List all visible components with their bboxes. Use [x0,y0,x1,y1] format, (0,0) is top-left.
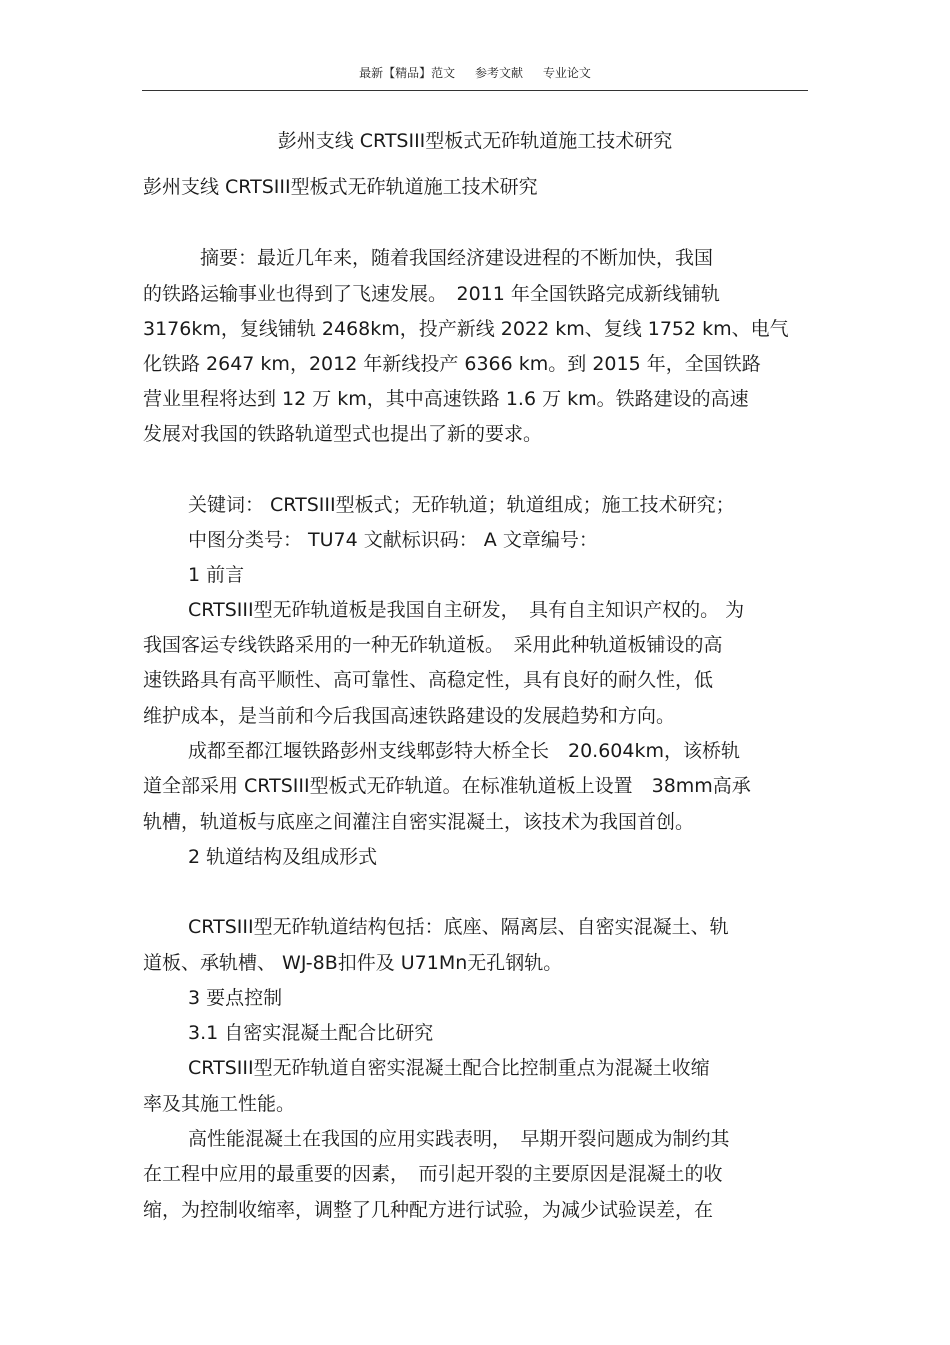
body-line: 我国客运专线铁路采用的一种无砟轨道板。 采用此种轨道板铺设的高 [143,634,723,656]
document-subtitle: 彭州支线 CRTSIII型板式无砟轨道施工技术研究 [143,176,538,198]
body-line: 率及其施工性能。 [143,1093,296,1115]
header-item: 最新【精品】范文 [359,66,456,80]
document-title: 彭州支线 CRTSIII型板式无砟轨道施工技术研究 [277,130,673,152]
body-line: 轨槽，轨道板与底座之间灌注自密实混凝土，该技术为我国首创。 [143,811,695,833]
abstract-line: 的铁路运输事业也得到了飞速发展。 2011 年全国铁路完成新线铺轨 [143,283,720,305]
body-line: 道板、承轨槽、 WJ-8B扣件及 U71Mn无孔钢轨。 [143,952,563,974]
body-line: 成都至都江堰铁路彭州支线郫彭特大桥全长 20.604km，该桥轨 [188,740,740,762]
header-rule [142,90,808,91]
abstract-line: 营业里程将达到 12 万 km，其中高速铁路 1.6 万 km。铁路建设的高速 [143,388,749,410]
body-line: 高性能混凝土在我国的应用实践表明， 早期开裂问题成为制约其 [188,1128,730,1150]
body-line: 维护成本，是当前和今后我国高速铁路建设的发展趋势和方向。 [143,705,676,727]
keywords-line: 关键词： CRTSIII型板式；无砟轨道；轨道组成；施工技术研究； [188,494,735,516]
abstract-line: 摘要：最近几年来，随着我国经济建设进程的不断加快，我国 [200,247,714,269]
running-header [0,64,950,81]
classification-line: 中图分类号： TU74 文献标识码： A 文章编号： [188,529,598,551]
body-line: CRTSIII型无砟轨道自密实混凝土配合比控制重点为混凝土收缩 [188,1057,710,1079]
abstract-line: 化铁路 2647 km，2012 年新线投产 6366 km。到 2015 年，全国铁路 [143,353,761,375]
abstract-line: 3176km，复线铺轨 2468km，投产新线 2022 km、复线 1752 km、电气 [143,318,789,340]
header-item: 专业论文 [542,66,591,80]
section-heading: 1 前言 [188,564,245,586]
body-line: 速铁路具有高平顺性、高可靠性、高稳定性，具有良好的耐久性，低 [143,669,714,691]
header-item: 参考文献 [474,66,523,80]
body-line: 缩，为控制收缩率，调整了几种配方进行试验，为减少试验误差，在 [143,1199,714,1221]
abstract-line: 发展对我国的铁路轨道型式也提出了新的要求。 [143,423,543,445]
body-line: 道全部采用 CRTSIII型板式无砟轨道。在标准轨道板上设置 38mm高承 [143,775,751,797]
body-line: 在工程中应用的最重要的因素， 而引起开裂的主要原因是混凝土的收 [143,1163,723,1185]
subsection-heading: 3.1 自密实混凝土配合比研究 [188,1022,434,1044]
section-heading: 3 要点控制 [188,987,283,1009]
body-line: CRTSIII型无砟轨道结构包括：底座、隔离层、自密实混凝土、轨 [188,916,729,938]
section-heading: 2 轨道结构及组成形式 [188,846,378,868]
body-line: CRTSIII型无砟轨道板是我国自主研发， 具有自主知识产权的。 为 [188,599,745,621]
